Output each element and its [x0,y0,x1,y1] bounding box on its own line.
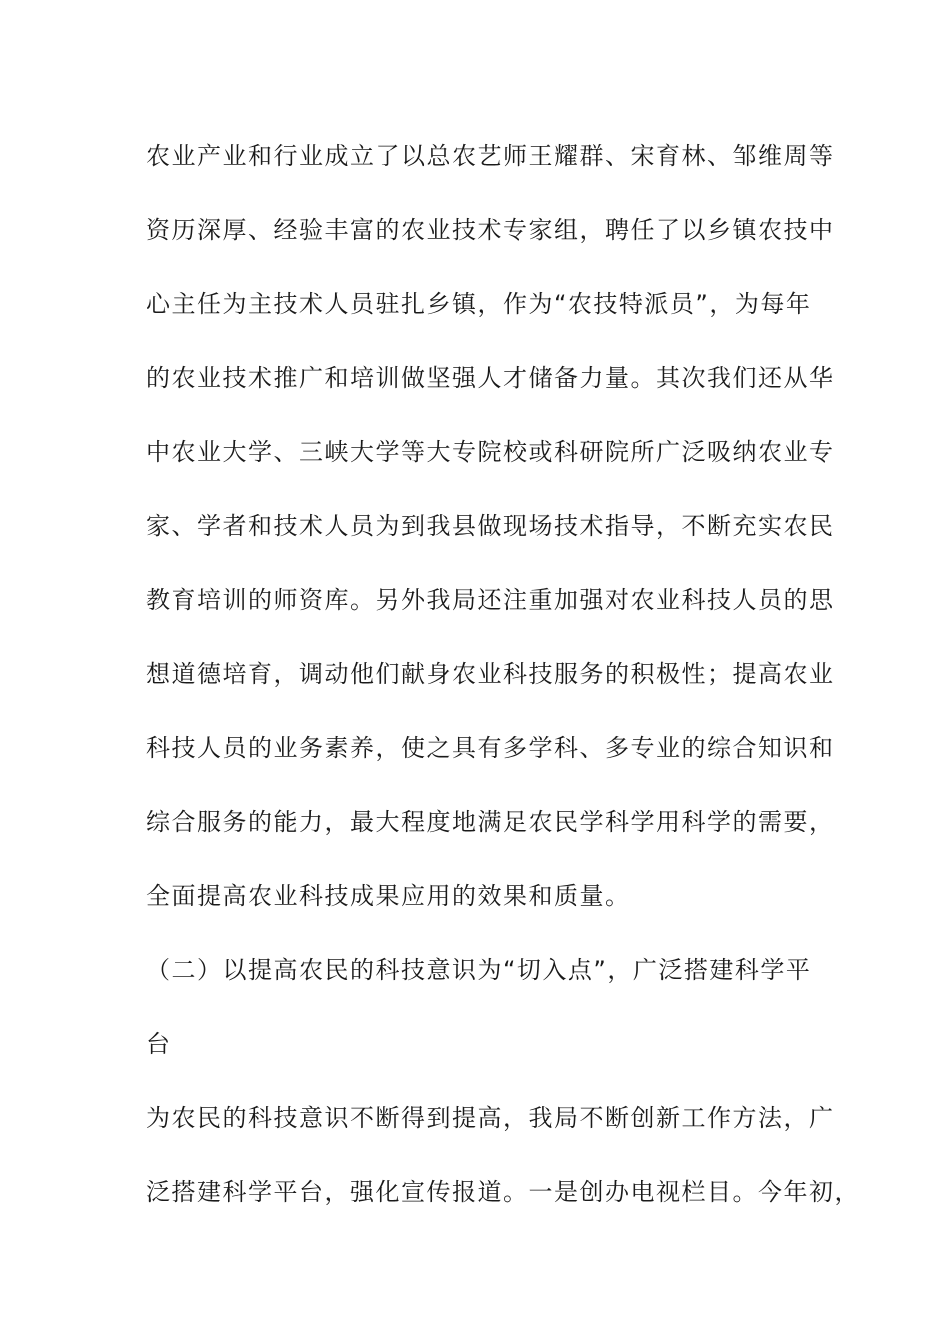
section-heading-line-2: 台 [146,1030,172,1058]
text-line-5: 中农业大学、三峡大学等大专院校或科研院所广泛吸纳农业专 [146,438,835,466]
text-line-9: 科技人员的业务素养，使之具有多学科、多专业的综合知识和 [146,734,835,762]
text-line-10: 综合服务的能力，最大程度地满足农民学科学用科学的需要， [146,808,835,836]
text-line-3: 心主任为主技术人员驻扎乡镇，作为“农技特派员”，为每年 [146,290,812,318]
text-line-2: 资历深厚、经验丰富的农业技术专家组，聘任了以乡镇农技中 [146,216,835,244]
body-text [146,132,860,1242]
text-line-14: 为农民的科技意识不断得到提高，我局不断创新工作方法，广 [146,1104,835,1132]
text-line-15: 泛搭建科学平台，强化宣传报道。一是创办电视栏目。今年初， [146,1178,860,1206]
text-line-4: 的农业技术推广和培训做坚强人才储备力量。其次我们还从华 [146,364,835,392]
text-line-6: 家、学者和技术人员为到我县做现场技术指导，不断充实农民 [146,512,835,540]
text-line-1: 农业产业和行业成立了以总农艺师王耀群、宋育林、邹维周等 [146,142,835,170]
section-heading-line-1: （二）以提高农民的科技意识为“切入点”，广泛搭建科学平 [146,956,812,984]
text-line-8: 想道德培育，调动他们献身农业科技服务的积极性；提高农业 [146,660,835,688]
text-line-7: 教育培训的师资库。另外我局还注重加强对农业科技人员的思 [146,586,835,614]
text-line-11: 全面提高农业科技成果应用的效果和质量。 [146,882,631,910]
